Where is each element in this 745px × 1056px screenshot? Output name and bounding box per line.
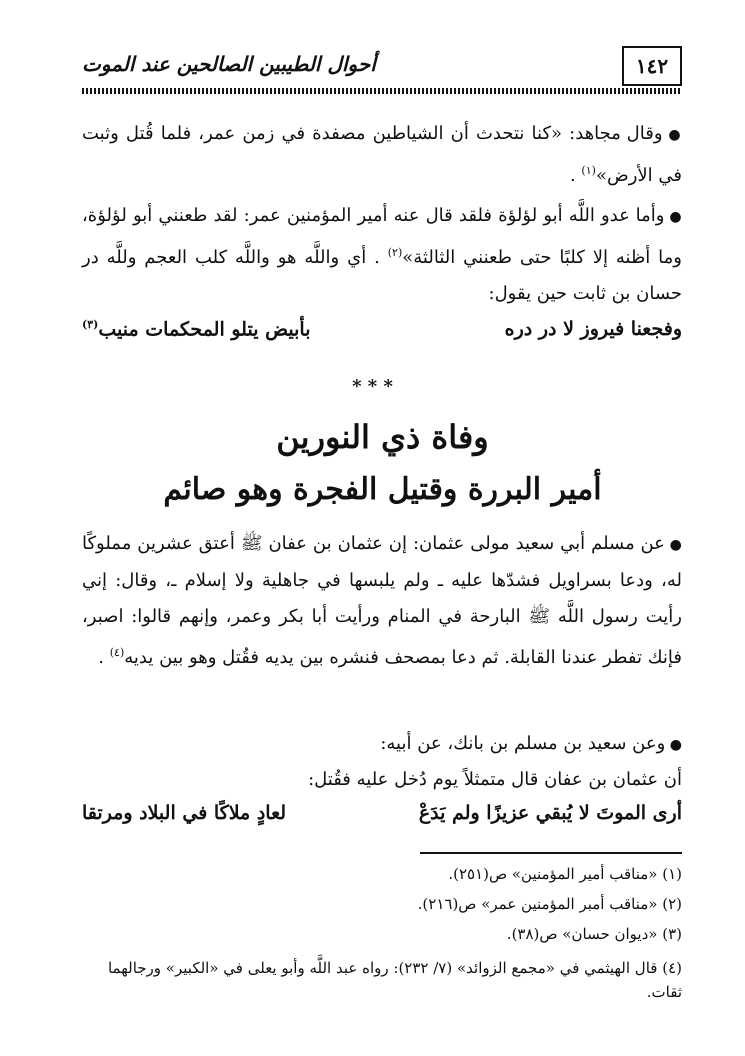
footnote-ref-1: (١) <box>581 164 596 177</box>
footnote-3: (٣) «ديوان حسان» ص(٣٨). <box>506 925 682 943</box>
page-number: ١٤٢ <box>622 46 682 86</box>
poem-verse-death <box>82 802 682 838</box>
verse-hemistich-first: أرى الموتَ لا يُبقي عزيزًا ولم يَدَعْ <box>418 802 682 824</box>
section-title: وفاة ذي النورين <box>276 418 489 456</box>
paragraph-uthman-story: ● عن مسلم أبي سعيد مولى عثمان: إن عثمان بن عفان ﷺ أعتق عشرين مملوكًا له، ودعا بسراويل فشدّها عليه ـ ولم يلبسها في جاهلية ولا إسلام ـ، وقال: إني رأيت رسول اللَّه ﷺ البارحة في المنام ورأيت أبا بكر وعمر، وإنهم قالوا: اصبر، فإنك تفطر عندنا القابلة. ثم دعا بمصحف فنشره بين يديه فقُتل وهو بين يديه$^{(٤)}$ . <box>82 526 682 676</box>
page-header <box>82 46 682 98</box>
verse-hemistich-second: بأبيض يتلو المحكمات منيب$^{(٣)}$ <box>82 318 311 341</box>
paragraph-verse-intro: أن عثمان بن عفان قال متمثلاً يوم دُخل عليه فقُتل: <box>308 769 682 790</box>
paragraph-abu-lulua: ● وأما عدو اللَّه أبو لؤلؤة فلقد قال عنه أمير المؤمنين عمر: لقد طعنني أبو لؤلؤة، وما أظنه إلا كلبًا حتى طعنني الثالثة»$^{(٢)}$ . أي واللَّه هو واللَّه كلب العجم وللَّه در حسان بن ثابت حين يقول: <box>82 198 682 312</box>
footnote-ref-3: (٣) <box>82 318 99 331</box>
footnote-ref-4: (٤) <box>109 646 125 659</box>
poem-verse-hassan <box>82 318 682 354</box>
section-subtitle: أمير البررة وقتيل الفجرة وهو صائم <box>163 472 602 507</box>
verse-hemistich-first: وفجعنا فيروز لا در دره <box>504 318 682 340</box>
paragraph-said-bin-muslim: ● وعن سعيد بن مسلم بن بانك، عن أبيه: <box>82 726 682 763</box>
footnote-4: (٤) قال الهيثمي في «مجمع الزوائد» (٧/ ٢٣٢): رواه عبد اللَّه وأبو يعلى في «الكبير» ورجالهما ثقات. <box>107 959 682 1001</box>
footnote-divider <box>420 852 682 854</box>
header-divider <box>82 88 682 94</box>
footnote-1: (١) «مناقب أمير المؤمنين» ص(٢٥١). <box>448 865 682 883</box>
footnote-2: (٢) «مناقب أمبر المؤمنين عمر» ص(٢١٦). <box>417 895 682 913</box>
section-separator: * * * <box>352 376 393 397</box>
verse-hemistich-second: لعادٍ ملاكًا في البلاد ومرتقا <box>82 802 287 824</box>
running-title: أحوال الطيبين الصالحين عند الموت <box>82 52 376 76</box>
footnote-ref-2: (٢) <box>387 246 403 259</box>
paragraph-mujahid: ● وقال مجاهد: «كنا نتحدث أن الشياطين مصفدة في زمن عمر، فلما قُتل وثبت في الأرض»$^{(١)}$ . <box>82 116 682 194</box>
